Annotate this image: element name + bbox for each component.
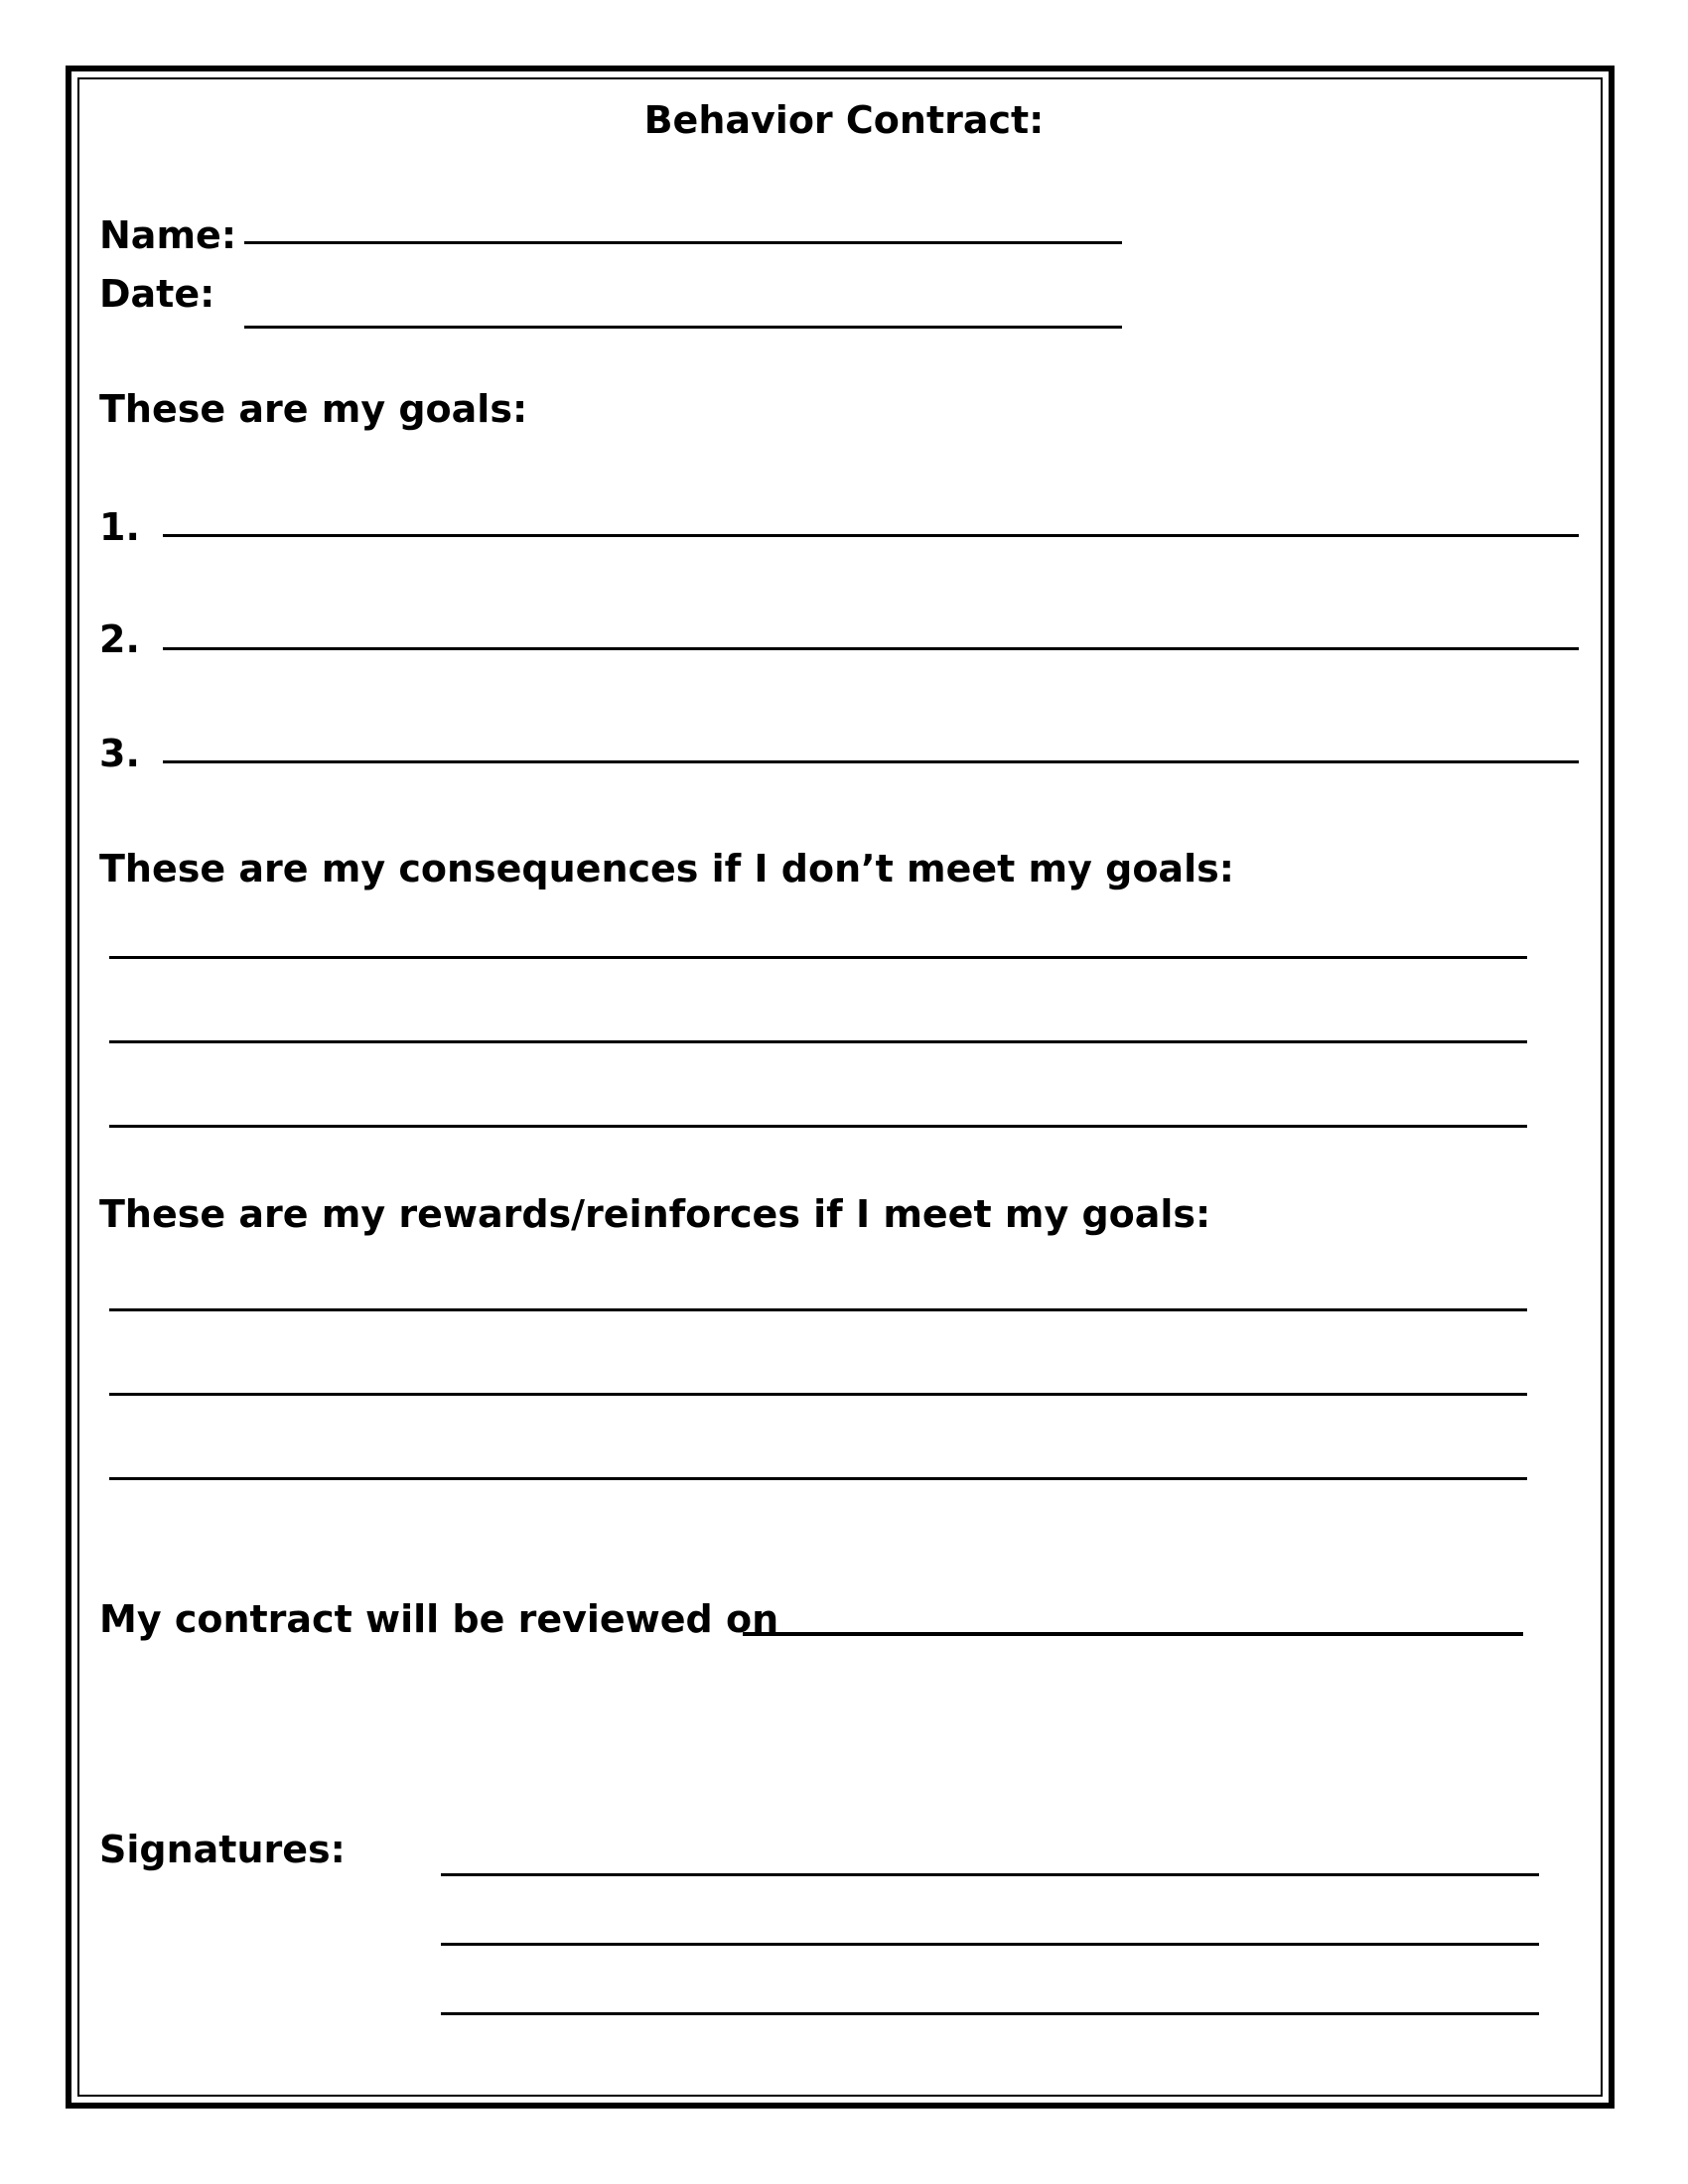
date-line[interactable] bbox=[244, 326, 1122, 329]
goal-number-1: 1. bbox=[99, 505, 140, 549]
consequence-line-2[interactable] bbox=[109, 1040, 1527, 1043]
name-line[interactable] bbox=[244, 241, 1122, 244]
consequence-line-3[interactable] bbox=[109, 1125, 1527, 1128]
goals-heading: These are my goals: bbox=[99, 387, 528, 431]
goal-line-1[interactable] bbox=[163, 534, 1579, 537]
signature-line-3[interactable] bbox=[441, 2012, 1539, 2015]
signatures-label: Signatures: bbox=[99, 1828, 346, 1871]
reward-line-3[interactable] bbox=[109, 1477, 1527, 1480]
signature-line-2[interactable] bbox=[441, 1943, 1539, 1946]
consequence-line-1[interactable] bbox=[109, 956, 1527, 959]
date-label: Date: bbox=[99, 272, 215, 316]
goal-number-2: 2. bbox=[99, 617, 140, 661]
name-label: Name: bbox=[99, 213, 237, 257]
signature-line-1[interactable] bbox=[441, 1873, 1539, 1876]
consequences-heading: These are my consequences if I don’t meet my goals: bbox=[99, 847, 1234, 890]
review-date-line[interactable] bbox=[743, 1632, 1523, 1636]
goal-line-2[interactable] bbox=[163, 647, 1579, 650]
inner-border bbox=[77, 77, 1603, 2097]
reward-line-2[interactable] bbox=[109, 1393, 1527, 1396]
goal-line-3[interactable] bbox=[163, 760, 1579, 763]
rewards-heading: These are my rewards/reinforces if I meet my goals: bbox=[99, 1192, 1211, 1236]
page-title: Behavior Contract: bbox=[643, 98, 1045, 142]
goal-number-3: 3. bbox=[99, 732, 140, 775]
review-label: My contract will be reviewed on bbox=[99, 1597, 779, 1641]
reward-line-1[interactable] bbox=[109, 1308, 1527, 1311]
